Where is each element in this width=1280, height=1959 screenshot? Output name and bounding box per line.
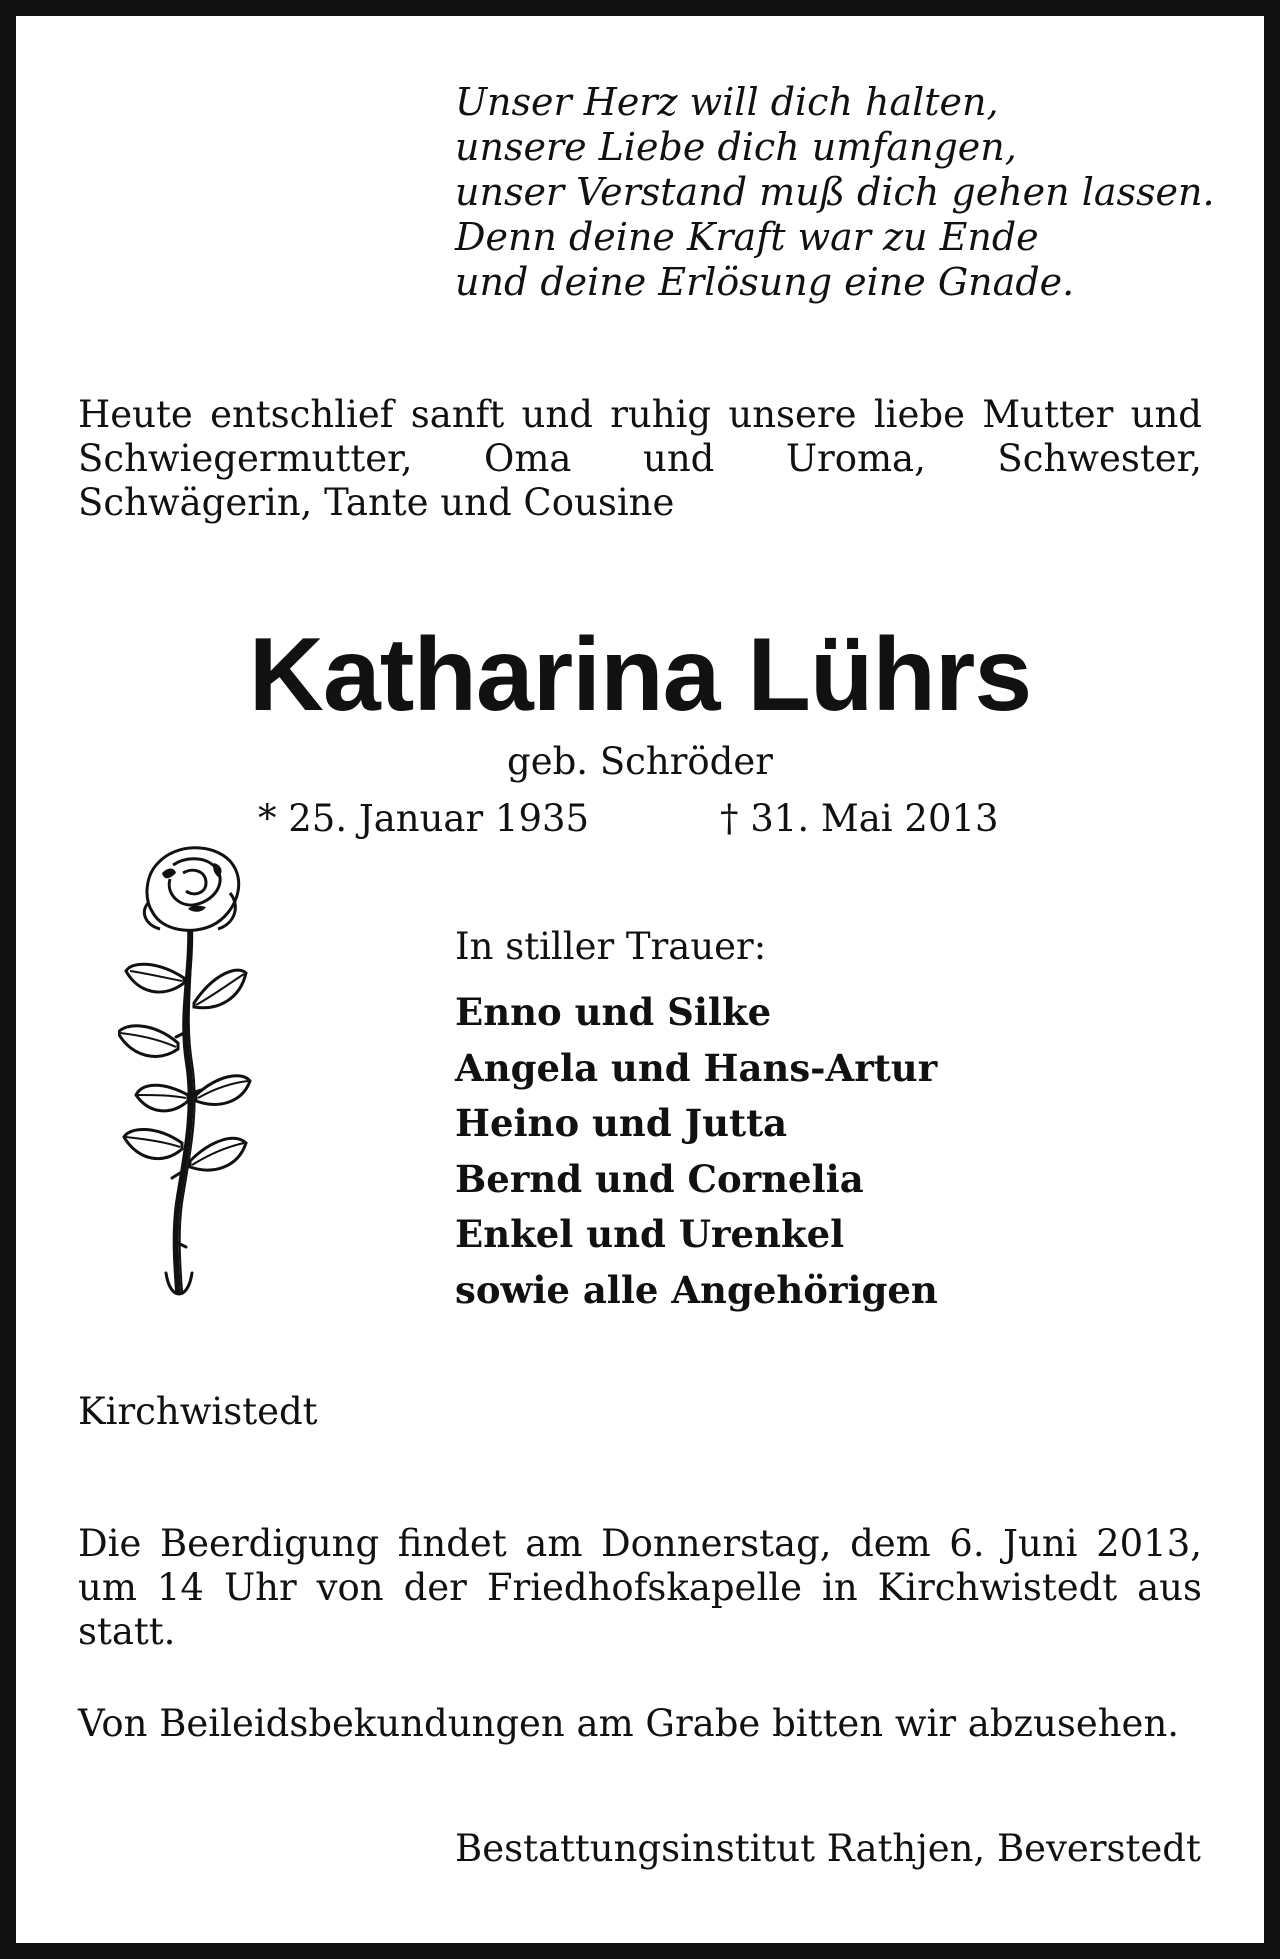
born-name: geb. Schröder <box>507 740 773 783</box>
condolence-text: Von Beileidsbekundungen am Grabe bitten wir abzusehen. <box>78 1702 1180 1745</box>
mourner: Heino und Jutta <box>455 1101 788 1145</box>
place: Kirchwistedt <box>78 1390 318 1433</box>
funeral-text: Die Beerdigung findet am Donnerstag, dem 6. Juni 2013, um 14 Uhr von der Friedhofskapelle in Kirchwistedt aus statt. <box>78 1522 1202 1653</box>
poem-line: und deine Erlösung eine Gnade. <box>455 260 1075 304</box>
mourner: Angela und Hans-Artur <box>455 1045 938 1090</box>
mourner: Enno und Silke <box>455 990 772 1034</box>
intro-text: Heute entschlief sanft und ruhig unsere liebe Mutter und Schwiegermutter, Oma und Uroma, Schwester, Schwägerin, Tante und Cousine <box>78 393 1202 524</box>
poem-line: Unser Herz will dich halten, <box>455 80 999 124</box>
birth-date: * 25. Januar 1935 <box>258 797 590 840</box>
rose-icon <box>118 843 263 1303</box>
deceased-name: Katharina Lührs <box>248 617 1032 733</box>
undertaker: Bestattungsinstitut Rathjen, Beverstedt <box>455 1827 1201 1870</box>
mourner: Bernd und Cornelia <box>455 1156 864 1201</box>
poem-line: unser Verstand muß dich gehen lassen. <box>455 170 1215 214</box>
poem-line: unsere Liebe dich umfangen, <box>455 125 1017 169</box>
mourner: sowie alle Angehörigen <box>455 1267 938 1312</box>
mourners-list <box>455 985 938 1318</box>
mourner: Enkel und Urenkel <box>455 1212 845 1256</box>
poem <box>455 80 1215 305</box>
poem-line: Denn deine Kraft war zu Ende <box>455 215 1039 259</box>
death-date: † 31. Mai 2013 <box>720 797 999 840</box>
mourning-label: In stiller Trauer: <box>455 925 767 968</box>
